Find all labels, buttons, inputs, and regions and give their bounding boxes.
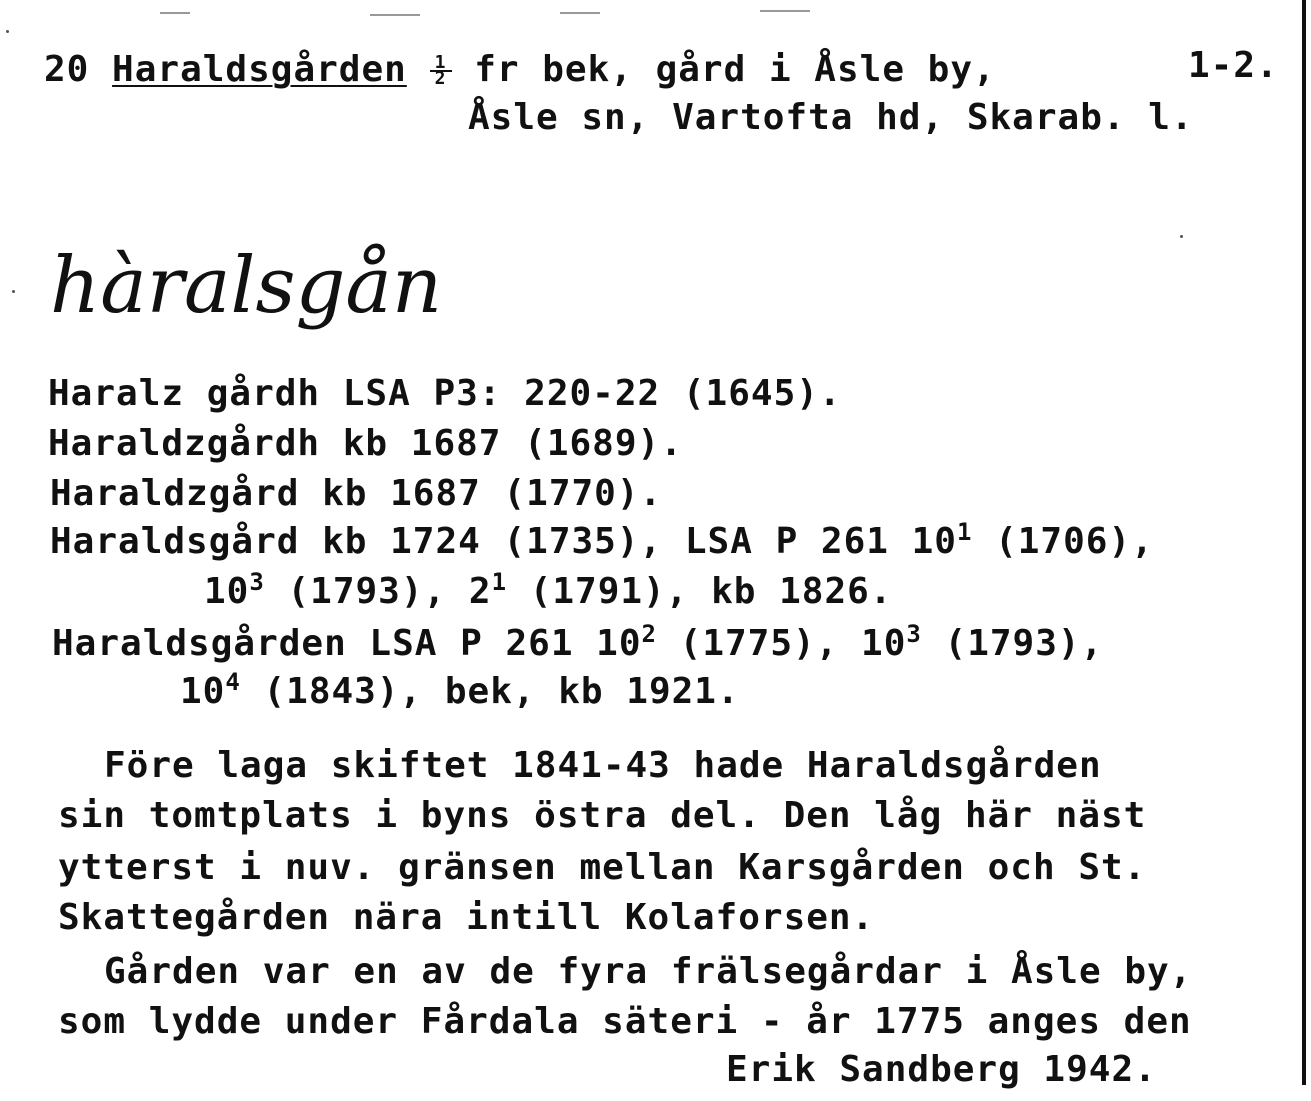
pronunciation-handwritten [40,240,600,374]
form-text: (1843), bek, kb 1921. [240,671,740,712]
form-superscript: 3 [249,568,265,596]
form-text: (1793), [921,623,1104,664]
scan-speck [12,290,15,293]
scan-speck [6,30,9,33]
fraction [430,52,452,89]
form-text: (1791), kb 1826. [507,571,893,612]
form-text: Haraldsgården LSA P 261 10 [52,623,642,664]
fraction-numerator: 1 [434,52,447,73]
form-line-2: Haraldzgårdh kb 1687 (1689). [48,423,683,464]
place-name: Haraldsgården [112,49,407,90]
body-line-4: Skattegården nära intill Kolaforsen. [58,897,875,938]
scan-speck [760,10,810,12]
body-line-5: Gården var en av de fyra frälsegårdar i Åsle by, [104,951,1193,992]
form-superscript: 3 [906,620,922,648]
card-number: 20 [44,49,90,90]
body-line-6: som lydde under Fårdala säteri - år 1775 anges den [58,1001,1192,1042]
form-superscript: 4 [225,668,241,696]
form-line-4a [50,518,1154,562]
body-line-1: Före laga skiftet 1841-43 hade Haraldsgården [104,745,1102,786]
form-superscript: 1 [956,518,973,546]
page-range: 1-2. [1188,45,1279,86]
form-text: (1706), [972,521,1154,562]
scan-speck [1180,235,1183,238]
form-line-1: Haralz gårdh LSA P3: 220-22 (1645). [48,373,842,414]
form-line-3: Haraldzgård kb 1687 (1770). [50,473,663,514]
form-superscript: 1 [491,568,508,596]
header-line-2: Åsle sn, Vartofta hd, Skarab. l. [468,97,1194,138]
signature: Erik Sandberg 1942. [726,1049,1157,1090]
header-line-1 [44,50,996,90]
form-text: 10 [180,671,226,712]
pronunciation-text: hàralsgån [50,241,443,331]
form-text: (1793), 2 [264,571,492,612]
scan-speck [370,14,420,16]
fraction-denominator: 2 [430,70,452,86]
handwriting-svg [40,240,600,370]
scan-speck [160,12,190,14]
form-text: 10 [204,571,250,612]
body-line-2: sin tomtplats i byns östra del. Den låg här näst [58,795,1147,836]
form-superscript: 2 [641,620,657,648]
card-edge [1302,0,1306,1085]
form-line-5a [52,620,1104,664]
form-text: Haraldsgård kb 1724 (1735), LSA P 261 10 [50,521,957,562]
scan-speck [560,12,600,14]
place-description: fr bek, gård i Åsle by, [474,49,996,90]
form-line-5b [180,668,740,712]
form-text: (1775), 10 [656,623,907,664]
body-line-3: ytterst i nuv. gränsen mellan Karsgården och St. [58,847,1147,888]
form-line-4b [204,568,893,612]
